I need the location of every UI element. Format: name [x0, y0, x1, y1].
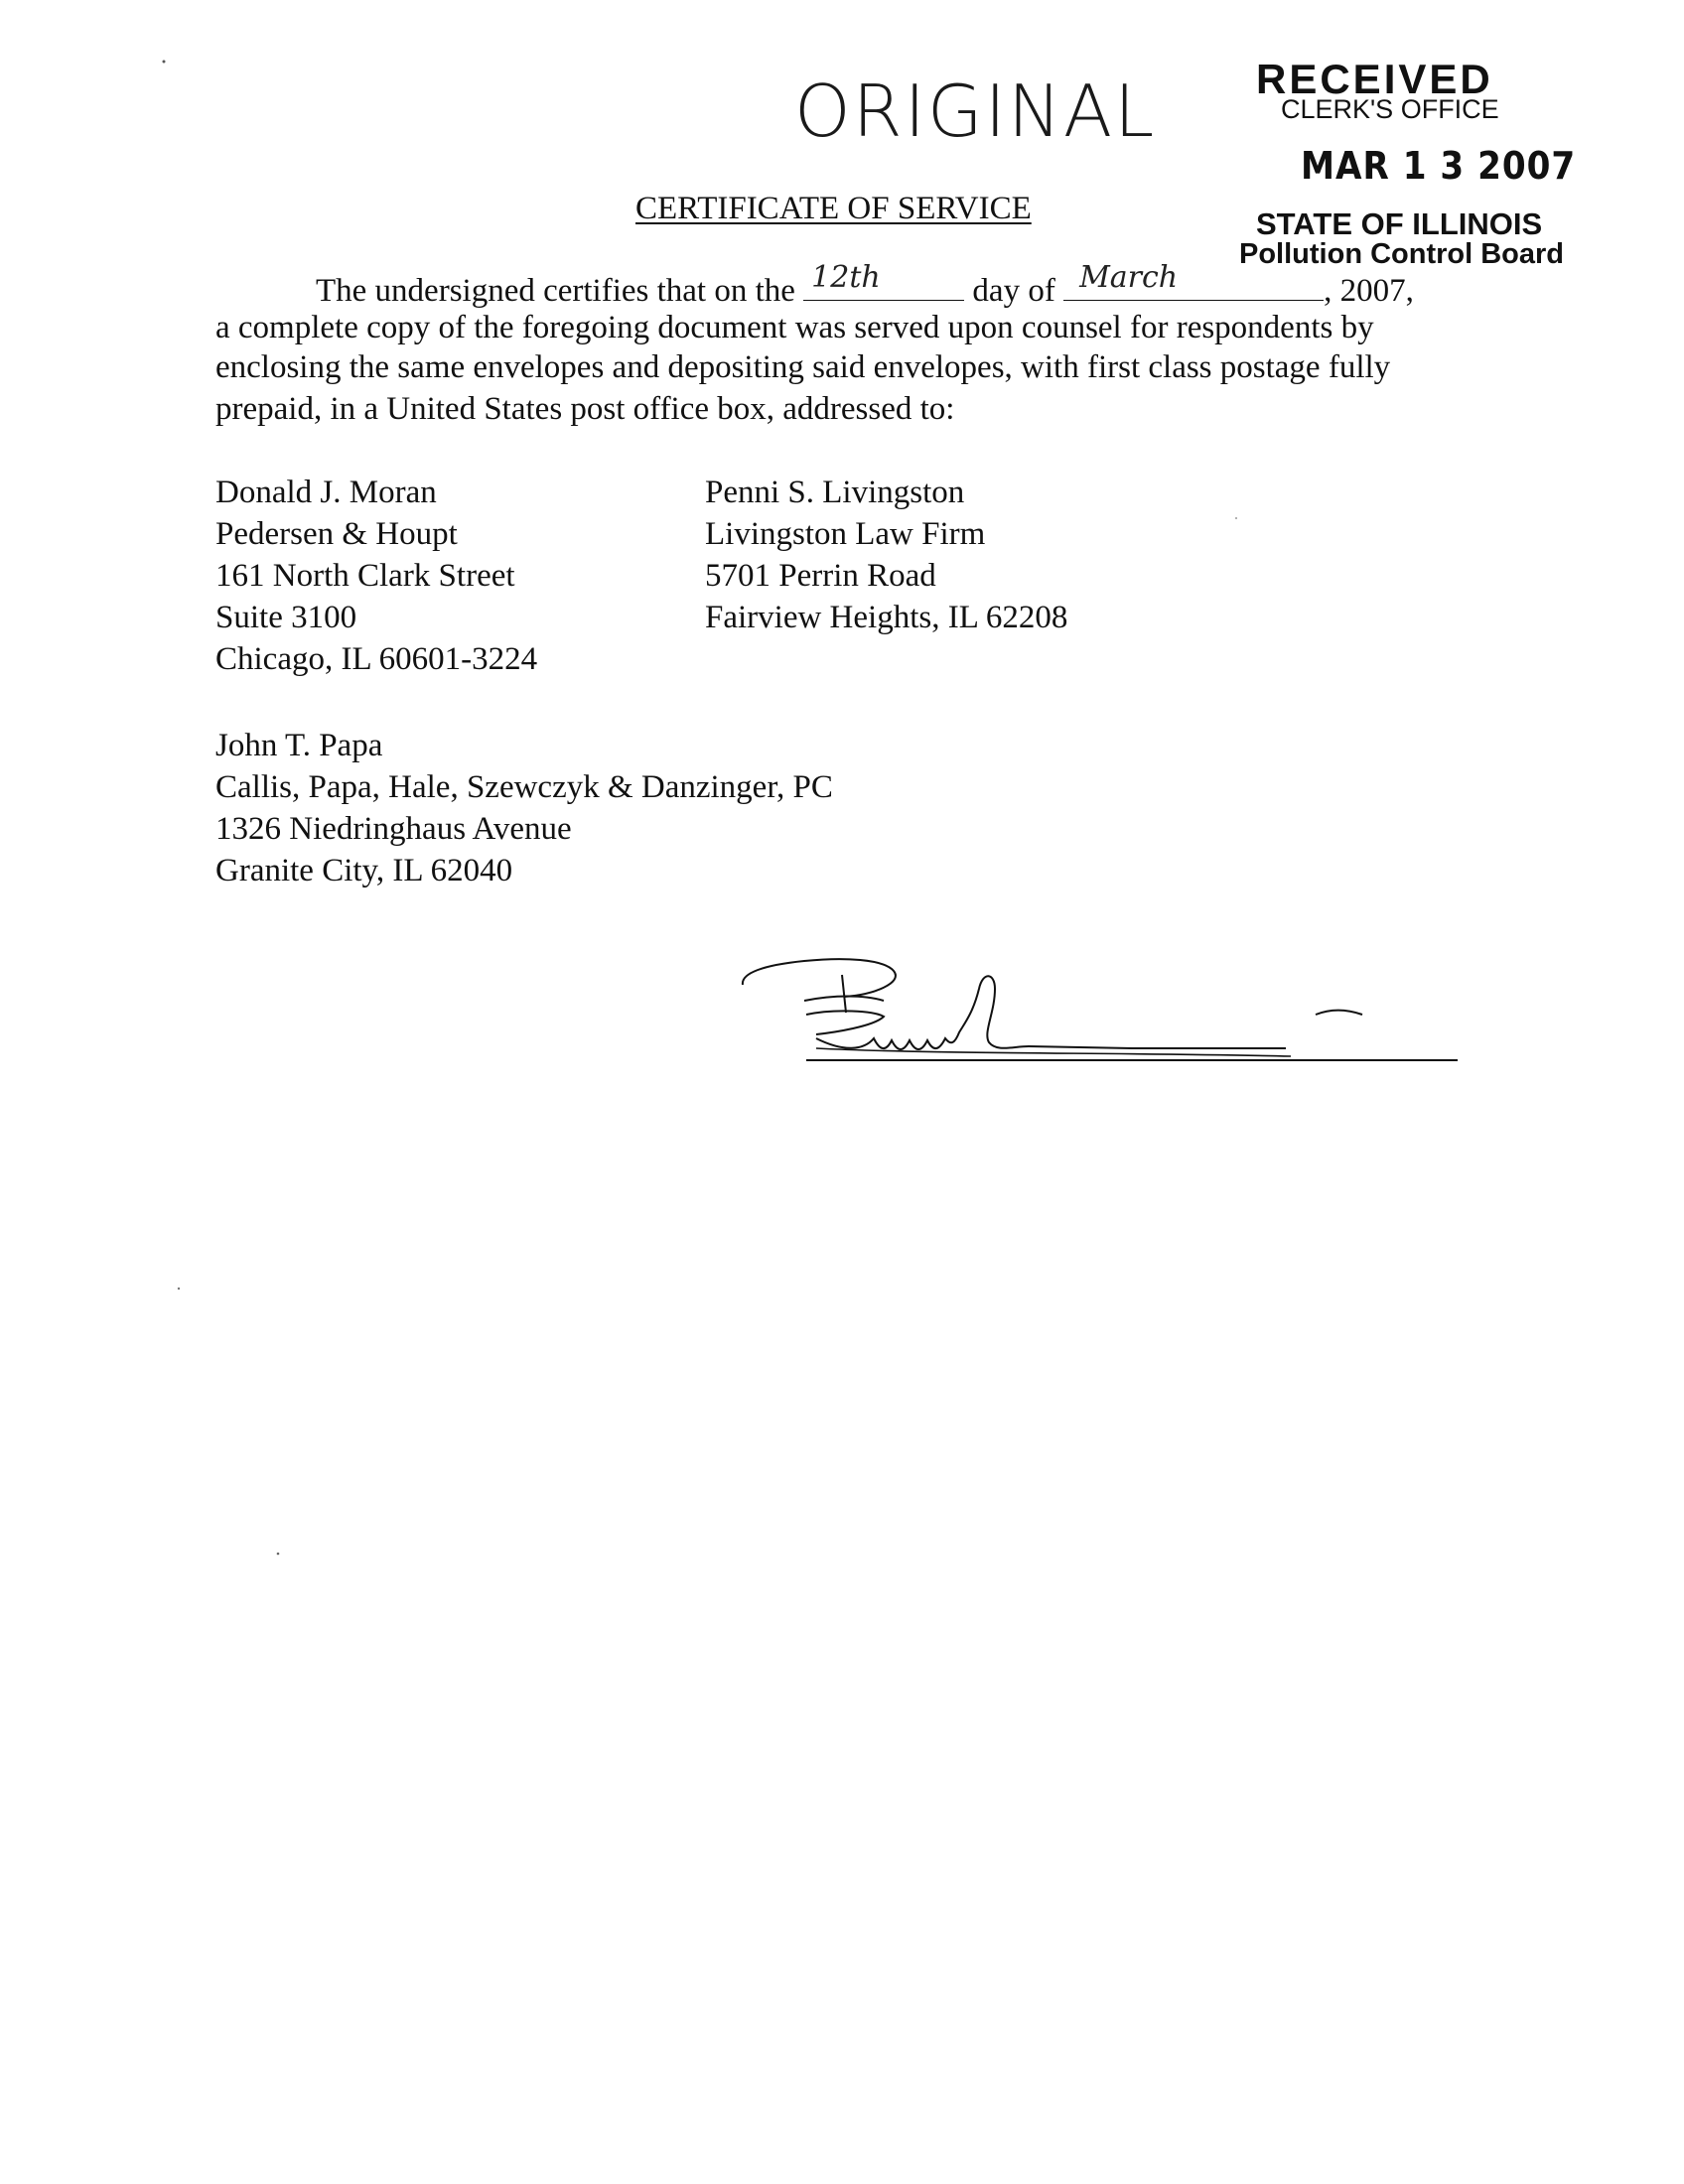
recipient-line: Pedersen & Houpt — [215, 516, 458, 552]
received-stamp-board: Pollution Control Board — [1239, 238, 1565, 270]
recipient-line: 1326 Niedringhaus Avenue — [215, 811, 572, 847]
recipient-line: Suite 3100 — [215, 600, 357, 635]
certification-intro: The undersigned certifies that on the — [316, 273, 795, 309]
recipient-line: Chicago, IL 60601-3224 — [215, 641, 538, 677]
month-blank — [1063, 260, 1324, 301]
day-handwritten: 12th — [811, 260, 881, 295]
original-stamp: ORIGINAL — [794, 69, 1157, 153]
received-stamp-date: MAR 1 3 2007 — [1301, 144, 1577, 188]
received-stamp-title: RECEIVED — [1256, 56, 1493, 102]
certification-line-2: a complete copy of the foregoing document was served upon counsel for respondents by — [215, 310, 1374, 345]
certification-line-4: prepaid, in a United States post office box, addressed to: — [215, 391, 955, 427]
certification-line-1 — [316, 260, 1414, 310]
month-handwritten: March — [1079, 260, 1179, 295]
recipient-line: 161 North Clark Street — [215, 558, 515, 594]
certification-line-3: enclosing the same envelopes and depositing said envelopes, with first class postage fully — [215, 349, 1391, 385]
day-of-label: day of — [972, 273, 1055, 309]
year-label: , 2007, — [1324, 273, 1414, 309]
signature — [735, 943, 1470, 1072]
recipient-line: Granite City, IL 62040 — [215, 853, 513, 888]
recipient-line: Livingston Law Firm — [705, 516, 986, 552]
recipient-line: Callis, Papa, Hale, Szewczyk & Danzinger, PC — [215, 769, 833, 805]
received-stamp-state: STATE OF ILLINOIS — [1256, 206, 1543, 241]
recipient-address — [705, 472, 1067, 638]
recipient-address — [215, 725, 833, 891]
document-heading: CERTIFICATE OF SERVICE — [635, 191, 1032, 226]
recipient-name: John T. Papa — [215, 728, 383, 763]
recipient-line: 5701 Perrin Road — [705, 558, 936, 594]
recipient-line: Fairview Heights, IL 62208 — [705, 600, 1068, 635]
day-blank — [803, 260, 964, 301]
received-stamp-office: CLERK'S OFFICE — [1281, 94, 1499, 124]
recipient-address — [215, 472, 537, 680]
recipient-name: Penni S. Livingston — [705, 475, 965, 510]
recipient-name: Donald J. Moran — [215, 475, 437, 510]
